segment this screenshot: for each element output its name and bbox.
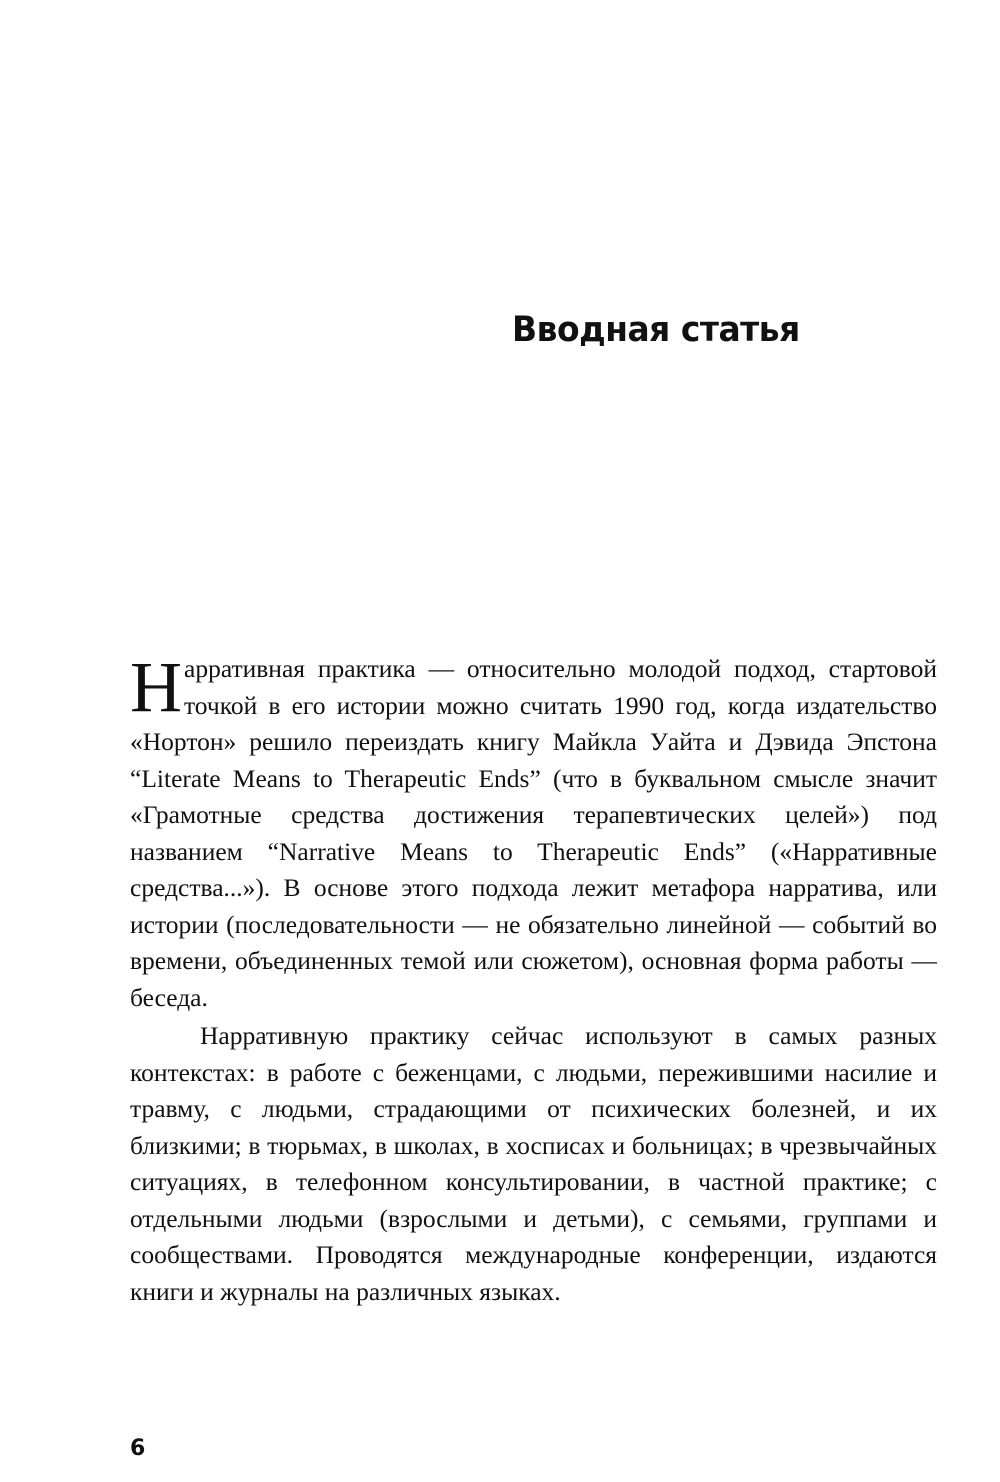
paragraph-second: Нарративную практику сейчас используют в самых разных контекстах: в работе с беженцами, с людьми, пережившими насилие и травму, с людьми, страдающими от психических болезней, и их близкими; в тюрьмах, в школах, в хосписах и больницах; в чрезвычайных ситуациях, в телефонном консультировании, в частной практике; с отдельными людьми (взрослыми и детьми), с семьями, группами и сообществами. Проводятся международные конференции, издаются книги и журналы на различных языках. [130, 1021, 937, 1306]
chapter-title: Вводная статья [512, 310, 800, 350]
page-number: 6 [130, 1436, 146, 1461]
paragraph-first [130, 647, 937, 1016]
paragraph-first-text: арративная практика — относительно молодой подход, стартовой точкой в его истории можно считать 1990 год, когда издательство «Нортон» решило переиздать книгу Майкла Уайта и Дэвида Эпстона “Literate Means to Therapeutic Ends” (что в буквальном смысле значит «Грамотные средства достижения терапевтических целей») под названием “Narrative Means to Therapeutic Ends” («Нарративные средства...»). В основе этого подхода лежит метафора нарратива, или истории (последовательности — не обязательно линейной — событий во времени, объединенных темой или сюжетом), основная форма работы — беседа. [130, 654, 937, 1012]
body-text [130, 647, 937, 1310]
drop-cap-letter: Н [130, 647, 182, 727]
